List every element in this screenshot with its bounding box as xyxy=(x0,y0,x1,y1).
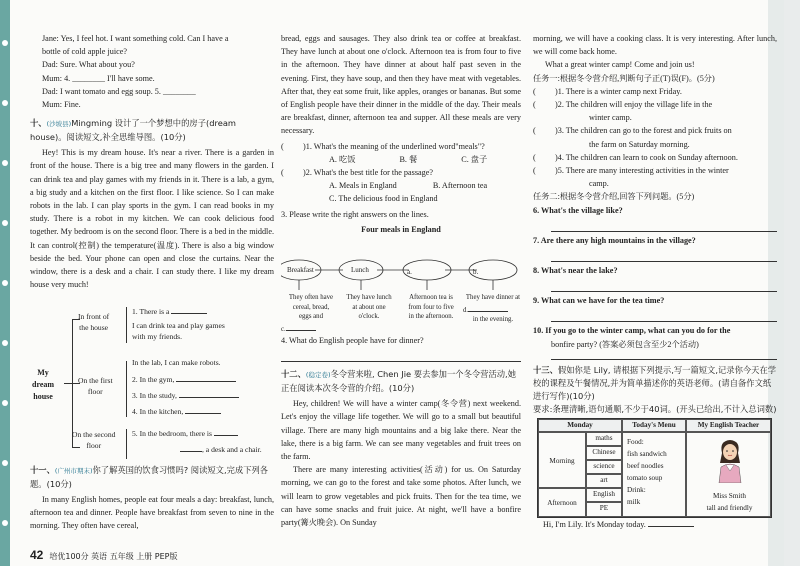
question-4: 4. What do English people have for dinner? xyxy=(281,336,424,345)
subject: maths xyxy=(586,432,622,446)
desc-line[interactable] xyxy=(281,322,341,335)
desc-line: They have lunch xyxy=(346,294,392,301)
dialog-line: bottle of cold apple juice? xyxy=(42,47,128,57)
item-text: 2. In the gym, xyxy=(132,375,175,384)
desc-line: o'clock. xyxy=(358,313,380,320)
task-2-heading: 任务二:根据冬令营介绍,回答下列问题。(5分) xyxy=(533,192,695,202)
answer-blank[interactable] xyxy=(176,373,236,382)
question-1-options xyxy=(281,153,521,166)
answer-line[interactable] xyxy=(551,307,777,322)
opening-sentence: Hi, I'm Lily. It's Monday today. xyxy=(543,520,646,529)
desc-line: They often have xyxy=(288,294,334,301)
oval-label: Lunch xyxy=(351,266,369,274)
column-middle xyxy=(281,0,521,236)
section-10-heading xyxy=(30,117,274,144)
diagram-title: Four meals in England xyxy=(361,224,441,234)
option[interactable]: A. 吃饭 xyxy=(329,154,356,164)
teacher-illustration-icon xyxy=(713,437,747,483)
oval-label: b. xyxy=(473,268,479,276)
source-tag: (稳定卷) xyxy=(305,371,331,380)
section-number: 十三、 xyxy=(533,364,558,375)
passage-winter-camp: There are many interesting activities(活动) for us. On Saturday morning, we can go to the forest and take some photos. After lunch, we will learn to grow vegetables and pick fruits. Then for the tea time, we can have some snacks and fruit juice. At night, we'll have a bonfire party(篝火晚会). On Sunday xyxy=(281,465,521,528)
mindmap-center-line: dream xyxy=(32,380,55,389)
period-morning: Morning xyxy=(538,432,586,488)
menu-item: Food: xyxy=(627,438,644,446)
option[interactable]: C. The delicious food in England xyxy=(329,194,438,204)
mindmap-center xyxy=(32,367,54,403)
answer-line[interactable] xyxy=(281,347,521,362)
meal-desc xyxy=(281,293,341,334)
item-text: I can drink tea and play games xyxy=(132,321,225,330)
passage-dream-house: Hey! This is my dream house. It's near a river. There is a garden in front of the house. There is a big tree and many flowers in the garden. I can drink tea and play games with my friends in it. There is a lab, a gym, a big study and a kitchen on the first floor. I like science. So I can make robots in the lab. I can play sports in the gym. I can read books in my study. There is a robot in my kitchen. We can cook delicious food together. My bedroom is on the second floor. There is a bed in the middle. It can control(控制) the temperature(温度). There is also a big window beside the bed. Your phone can open and close the curtains. Near the window, there is a desk and a chair. I can study there. I like my dream house very much! xyxy=(30,148,274,290)
mindmap-item-5b xyxy=(180,443,262,455)
passage-continuation: bread, eggs and sausages. They also drink tea or coffee at breakfast. They have lunch at about one o'clock. Afternoon tea is from four to five in the afternoon. They have dinner at about half past seven in the evening. First, they have soup, and then they have meat with vegetables. After that, they eat some fruit, like apples, oranges or bananas. But some of English people have their dinner in the middle of the day. Their meals are breakfast, dinner, afternoon tea and supper. All these meals are very necessary. xyxy=(281,34,521,136)
section-11-heading xyxy=(30,464,274,491)
option[interactable]: B. Afternoon tea xyxy=(432,181,488,191)
option[interactable]: C. 盘子 xyxy=(461,154,488,164)
blank-label: d. xyxy=(463,306,469,314)
oval-label: Breakfast xyxy=(287,266,314,274)
blank-label: c. xyxy=(281,325,286,333)
tf-question-5-cont: camp. xyxy=(589,179,609,189)
dialog-line[interactable]: Mum: 4. ________ I'll have some. xyxy=(42,73,155,83)
mindmap-item-1[interactable] xyxy=(132,305,207,317)
mindmap-branch-second-floor xyxy=(72,429,115,451)
answer-blank[interactable] xyxy=(179,389,239,398)
item-text: 4. In the kitchen, xyxy=(132,407,184,416)
desc-line: from four to five xyxy=(408,303,454,311)
mindmap-item-lab: In the lab, I can make robots. xyxy=(132,358,221,367)
teacher-name: Miss Smith xyxy=(713,492,746,500)
header-teacher: My English Teacher xyxy=(686,419,771,432)
section-13-heading xyxy=(533,364,777,403)
section-number: 十、 xyxy=(30,118,47,129)
question-text: )4. The children can learn to cook on Sunday afternoon. xyxy=(555,152,738,162)
mindmap-item-5[interactable] xyxy=(132,427,238,439)
meal-diagram-ovals xyxy=(281,252,521,292)
option[interactable]: A. Meals in England xyxy=(329,181,397,191)
subject: Chinese xyxy=(586,446,622,460)
branch-label: floor xyxy=(86,441,102,450)
answer-blank[interactable] xyxy=(180,443,202,452)
answer-line[interactable] xyxy=(551,247,777,262)
section-title: 假如你是 Lily, 请根据下列提示,写一篇短文,记录你今天在学校的课程及午餐情况,并为简单描述你的英语老师。(请自备作文纸进行写作)(10分) xyxy=(533,364,777,401)
teacher-cell xyxy=(686,432,771,517)
question-text: )5. There are many interesting activities in the winter xyxy=(555,166,729,176)
answer-blank[interactable] xyxy=(648,518,694,527)
subject: science xyxy=(586,460,622,474)
passage-english-meals: In many English homes, people eat four meals a day: breakfast, lunch, afternoon tea and dinner. People have breakfast from seven to nine in the morning. They often have cereal, xyxy=(30,495,274,531)
question-1[interactable]: ( )1. What's the meaning of the underlined word"meals"? xyxy=(281,141,485,151)
answer-line[interactable] xyxy=(551,277,777,292)
item-text: 1. There is a xyxy=(132,307,170,316)
branch-label: In front of xyxy=(78,312,110,321)
branch-label: the house xyxy=(79,323,109,332)
question-text: )2. The children will enjoy the village life in the xyxy=(555,100,713,110)
menu-item: milk xyxy=(627,498,641,506)
question-4-block xyxy=(281,334,521,529)
answer-line[interactable] xyxy=(551,351,777,360)
meal-desc xyxy=(341,293,397,322)
passage-winter-camp: Hey, children! We will have a winter camp(冬令营) next weekend. Let's enjoy the village life together. We will go to a small but beautiful village. There are many high mountains and a big lake there. Near the lake, there is a big farm. We can see many vegetables and fruit trees on the farm. xyxy=(281,399,521,462)
question-text: )3. The children can go to the forest and pick fruits on xyxy=(555,126,732,136)
answer-blank[interactable] xyxy=(214,427,238,436)
desc-line: Afternoon tea is xyxy=(409,294,453,301)
footer-text: 培优100分 英语 五年级 上册 PEP版 xyxy=(49,552,178,561)
desc-line: in the evening. xyxy=(472,316,514,323)
header-menu: Today's Menu xyxy=(622,419,686,432)
writing-opening xyxy=(543,518,763,531)
desc-line[interactable] xyxy=(463,303,523,316)
tf-question-3-cont: the farm on Saturday morning. xyxy=(589,139,690,149)
section-title: Mingming 设计了一个梦想中的房子(dream house)。阅读短文,补全思维导图。(10分) xyxy=(30,118,236,143)
menu-item: tomato soup xyxy=(627,474,663,482)
section-number: 十一、 xyxy=(30,465,55,475)
mind-map xyxy=(30,305,274,463)
item-text: , a desk and a chair. xyxy=(202,445,262,454)
answer-blank[interactable] xyxy=(286,322,316,331)
source-tag: (沙坡县) xyxy=(46,120,72,129)
mindmap-center-line: My xyxy=(37,368,49,377)
item-text: 5. In the bedroom, there is xyxy=(132,429,212,438)
answer-blank[interactable] xyxy=(171,305,207,314)
question-text: )1. There is a winter camp next Friday. xyxy=(555,86,682,96)
option[interactable]: B. 餐 xyxy=(399,154,418,164)
menu-item: fish sandwich xyxy=(627,450,667,458)
source-tag: (广州市期末) xyxy=(54,467,93,475)
menu-cell xyxy=(622,432,686,517)
answer-blank[interactable] xyxy=(468,303,508,312)
question-2-options xyxy=(281,192,521,205)
section-title: 冬令营来啦, Chen Jie 要去参加一个冬令营活动,她正在阅读本次冬令营的介绍。(10分) xyxy=(281,369,516,394)
header-monday: Monday xyxy=(538,419,622,432)
tf-question-5[interactable]: ( )5. There are many interesting activities in the winter xyxy=(533,166,729,176)
qa-question-7: 7. Are there any high mountains in the village? xyxy=(533,235,696,245)
page-binding-strip xyxy=(0,0,10,566)
desc-line: cereal, bread, xyxy=(292,303,330,311)
question-2[interactable]: ( )2. What's the best title for the passage? xyxy=(281,168,434,178)
page-footer xyxy=(30,548,178,562)
tf-question-3[interactable]: ( )3. The children can go to the forest and pick fruits on xyxy=(533,126,732,136)
mindmap-item-1b xyxy=(132,320,225,342)
section-number: 十二、 xyxy=(281,369,306,380)
passage-closing: What a great winter camp! Come and join us! xyxy=(545,60,695,70)
qa-question-6: 6. What's the village like? xyxy=(533,205,623,215)
task-1-heading: 任务一:根据冬令营介绍,判断句子正(T)误(F)。(5分) xyxy=(533,73,715,83)
teacher-description: tall and friendly xyxy=(706,504,753,512)
branch-label: On the second xyxy=(72,430,116,439)
tf-question-1[interactable]: ( )1. There is a winter camp next Friday. xyxy=(533,86,682,96)
mindmap-item-2[interactable] xyxy=(132,373,236,385)
meal-desc xyxy=(463,293,523,325)
meal-desc xyxy=(399,293,463,322)
tf-question-4[interactable]: ( )4. The children can learn to cook on Sunday afternoon. xyxy=(533,152,738,162)
desc-line: in the afternoon. xyxy=(408,313,454,320)
qa-question-10: 10. If you go to the winter camp, what can you do for the xyxy=(533,326,731,336)
writing-prompt-table xyxy=(537,418,772,518)
branch-label: On the first xyxy=(78,376,113,385)
column-left xyxy=(30,0,274,291)
mindmap-branch-first-floor xyxy=(78,375,113,397)
passage-continuation: morning, we will have a cooking class. It is very interesting. After lunch, we will come back home. xyxy=(533,34,777,57)
mindmap-branch-front xyxy=(78,311,109,333)
qa-question-9: 9. What can we have for the tea time? xyxy=(533,296,665,306)
mindmap-center-line: house xyxy=(33,392,53,401)
item-text: 3. In the study, xyxy=(132,391,177,400)
qa-question-8: 8. What's near the lake? xyxy=(533,266,618,276)
mindmap-item-4[interactable] xyxy=(132,405,221,417)
desc-line: at about one xyxy=(352,303,386,311)
mindmap-item-3[interactable] xyxy=(132,389,239,401)
dialog-line: Jane: Yes, I feel hot. I want something cold. Can I have a xyxy=(42,34,229,43)
page-number: 42 xyxy=(30,548,44,562)
desc-line: eggs and xyxy=(299,313,323,320)
oval-label: a. xyxy=(407,268,412,276)
menu-item: beef noodles xyxy=(627,462,664,470)
dialog-line: Dad: Sure. What about you? xyxy=(42,60,135,70)
section-13-requirement: 要求:条理清晰,语句通顺,不少于40词。(开头已给出,不计入总词数) xyxy=(533,403,777,414)
section-11 xyxy=(30,464,274,533)
answer-blank[interactable] xyxy=(185,405,221,414)
question-text: )1. What's the meaning of the underlined word"meals"? xyxy=(303,141,485,151)
tf-question-2-cont: winter camp. xyxy=(589,113,632,123)
question-2-options xyxy=(281,179,521,192)
answer-line[interactable] xyxy=(551,217,777,232)
subject: English xyxy=(586,488,622,502)
branch-label: floor xyxy=(87,387,103,396)
section-12-heading xyxy=(281,368,521,395)
dialog-line: Mum: Fine. xyxy=(42,100,81,110)
question-text: )2. What's the best title for the passage? xyxy=(303,168,434,178)
item-text: with my friends. xyxy=(132,332,182,341)
period-afternoon: Afternoon xyxy=(538,488,586,517)
column-right xyxy=(533,0,777,416)
question-3: 3. Please write the right answers on the lines. xyxy=(281,209,429,219)
qa-question-10-cont: bonfire party? (答案必须包含至少2个活动) xyxy=(551,339,699,349)
menu-item: Drink: xyxy=(627,486,646,494)
subject: art xyxy=(586,474,622,488)
desc-line: They have dinner at xyxy=(465,294,521,301)
tf-question-2[interactable]: ( )2. The children will enjoy the village life in the xyxy=(533,100,713,110)
dialog-line[interactable]: Dad: I want tomato and egg soup. 5. ________ xyxy=(42,86,196,96)
subject: PE xyxy=(586,502,622,517)
section-title: 你了解英国的饮食习惯吗? 阅读短文,完成下列各题。(10分) xyxy=(30,465,269,489)
